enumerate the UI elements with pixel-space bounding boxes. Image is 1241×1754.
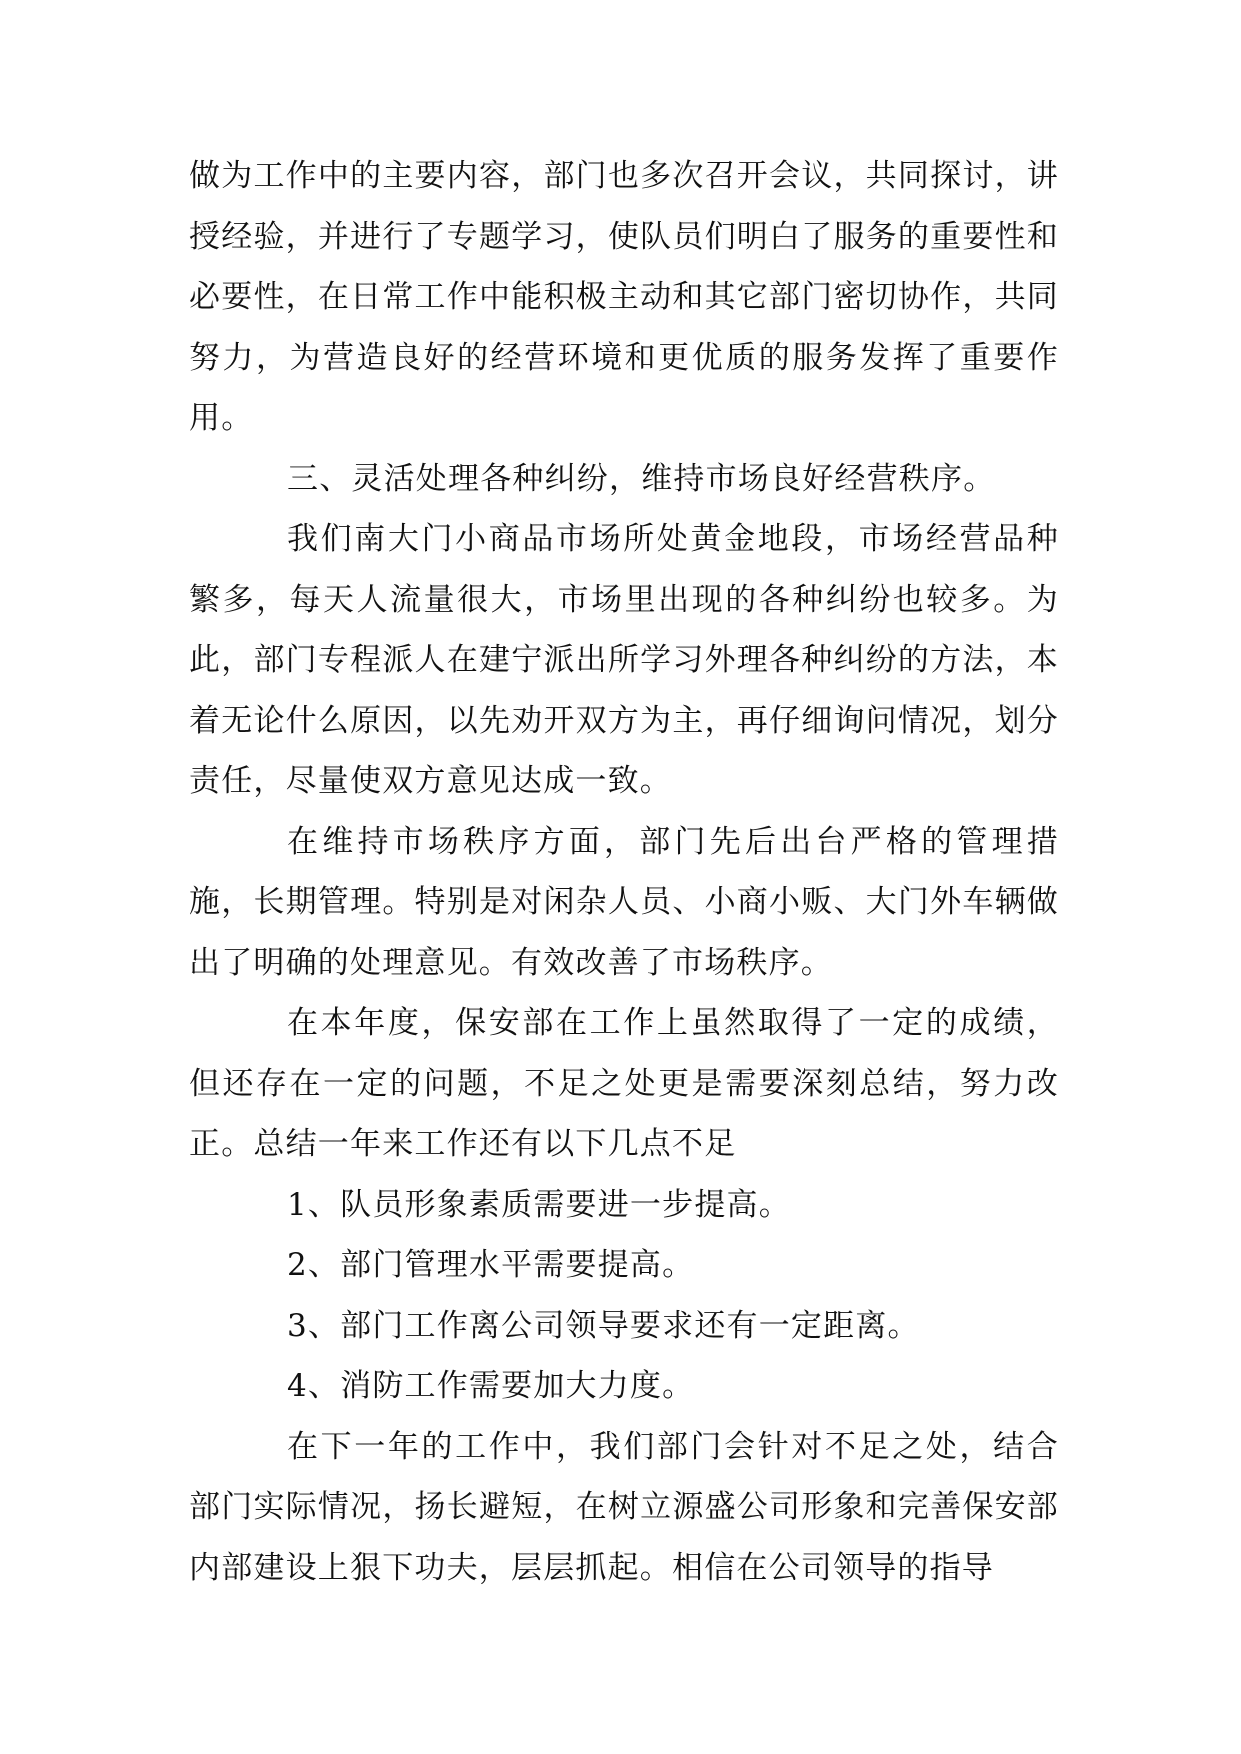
paragraph-next-year-plan: 在下一年的工作中，我们部门会针对不足之处，结合部门实际情况，扬长避短，在树立源盛公司形象和完善保安部内部建设上狠下功夫，层层抓起。相信在公司领导的指导 [189, 1428, 1059, 1586]
paragraph-shortcomings-intro: 在本年度，保安部在工作上虽然取得了一定的成绩，但还存在一定的问题，不足之处更是需要深刻总结，努力改正。总结一年来工作还有以下几点不足 [189, 1005, 1059, 1162]
list-item-shortcoming-1: 1、队员形象素质需要进一步提高。 [287, 1186, 791, 1223]
paragraph-service-importance: 做为工作中的主要内容，部门也多次召开会议，共同探讨，讲授经验，并进行了专题学习，使队员们明白了服务的重要性和必要性，在日常工作中能积极主动和其它部门密切协作，共同努力，为营造良好的经营环境和更优质的服务发挥了重要作用。 [189, 158, 1059, 436]
list-item-shortcoming-3: 3、部门工作离公司领导要求还有一定距离。 [287, 1307, 920, 1344]
document-body [189, 146, 1059, 1598]
paragraph-market-order: 在维持市场秩序方面，部门先后出台严格的管理措施，长期管理。特别是对闲杂人员、小商小贩、大门外车辆做出了明确的处理意见。有效改善了市场秩序。 [189, 823, 1059, 981]
list-item-shortcoming-2: 2、部门管理水平需要提高。 [287, 1247, 695, 1283]
section-heading-disputes: 三、灵活处理各种纠纷，维持市场良好经营秩序。 [287, 460, 996, 497]
paragraph-market-disputes: 我们南大门小商品市场所处黄金地段，市场经营品种繁多，每天人流量很大，市场里出现的各种纠纷也较多。为此，部门专程派人在建宁派出所学习外理各种纠纷的方法，本着无论什么原因，以先劝开双方为主，再仔细询问情况，划分责任，尽量使双方意见达成一致。 [189, 521, 1059, 799]
list-item-shortcoming-4: 4、消防工作需要加大力度。 [287, 1368, 695, 1404]
